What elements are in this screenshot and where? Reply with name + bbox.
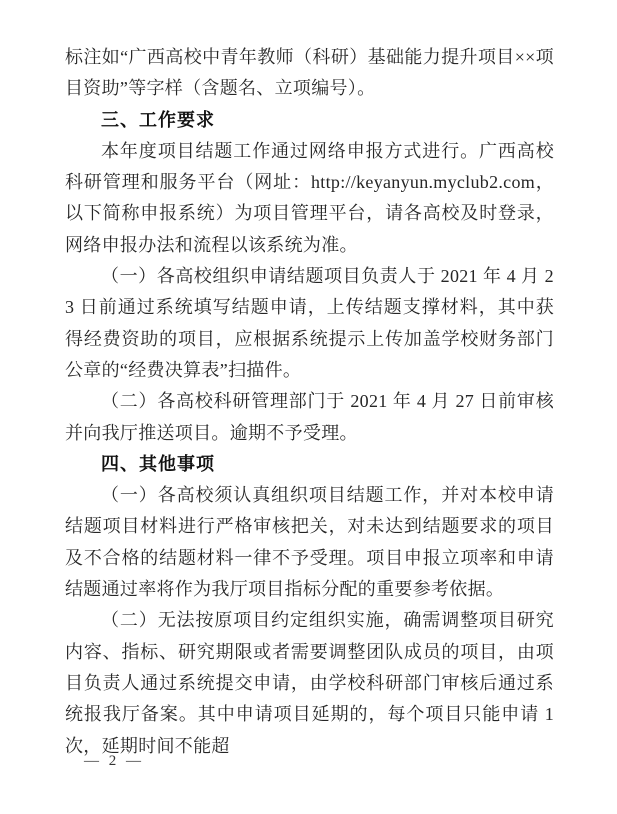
paragraph-item-2-project-adjustment: （二）无法按原项目约定组织实施，确需调整项目研究内容、指标、研究期限或者需要调整团队成员的项目，由项目负责人通过系统提交申请，由学校科研部门审核后通过系统报我厅备案。其中申请项目延期的，每个项目只能申请 1 次，延期时间不能超 <box>65 610 554 756</box>
paragraph-item-1-strict-review: （一）各高校须认真组织项目结题工作，并对本校申请结题项目材料进行严格审核把关，对未达到结题要求的项目及不合格的结题材料一律不予受理。项目申报立项率和申请结题通过率将作为我厅项目指标分配的重要参考依据。 <box>65 485 554 600</box>
section-heading-other-matters: 四、其他事项 <box>101 453 215 474</box>
paragraph-item-2-deadline-april-27: （二）各高校科研管理部门于 2021 年 4 月 27 日前审核并向我厅推送项目。逾期不予受理。 <box>65 391 554 443</box>
document-body <box>65 42 554 762</box>
paragraph-item-1-deadline-april-23: （一）各高校组织申请结题项目负责人于 2021 年 4 月 23 日前通过系统填写结题申请，上传结题支撑材料，其中获得经费资助的项目，应根据系统提示上传加盖学校财务部门公章的“经费决算表”扫描件。 <box>65 266 554 380</box>
section-heading-work-requirements: 三、工作要求 <box>101 109 215 130</box>
paragraph-continuation-label-requirement: 标注如“广西高校中青年教师（科研）基础能力提升项目××项目资助”等字样（含题名、立项编号）。 <box>65 47 554 99</box>
paragraph-online-application-platform: 本年度项目结题工作通过网络申报方式进行。广西高校科研管理和服务平台（网址：http://keyanyun.myclub2.com，以下简称申报系统）为项目管理平台，请各高校及时登录，网络申报办法和流程以该系统为准。 <box>65 140 554 255</box>
page-number: — 2 — <box>84 753 144 769</box>
